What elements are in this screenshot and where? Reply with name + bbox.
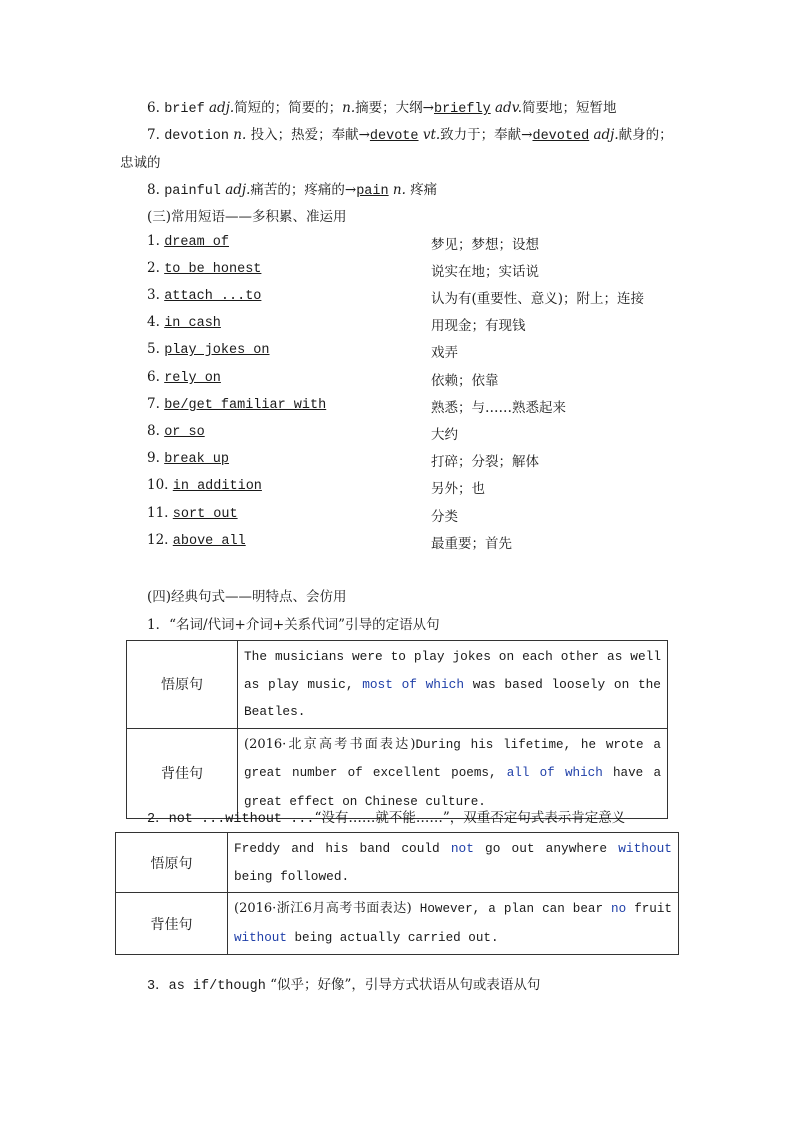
phrase-number: 11.: [147, 505, 169, 521]
item-number: 7.: [147, 127, 160, 143]
phrase-en: play jokes on: [164, 343, 270, 358]
phrase-cn: 大约: [431, 427, 458, 443]
phrase-cn: 依赖；依靠: [431, 373, 499, 389]
original-sentence: Freddy and his band could not go out anywhere without being followed.: [228, 833, 679, 893]
label-model: 背佳句: [116, 893, 228, 955]
phrase-row: [147, 287, 667, 307]
phrase-cn: 梦见；梦想；设想: [431, 237, 539, 253]
part-of-speech: n.: [392, 182, 406, 198]
part-of-speech: adj.: [225, 182, 251, 198]
part-of-speech: adj.: [593, 127, 619, 143]
phrase-en: be/get familiar with: [164, 398, 327, 413]
highlight: all of which: [506, 766, 603, 780]
label-original: 悟原句: [116, 833, 228, 893]
phrase-row: [147, 450, 667, 470]
phrase-number: 5.: [147, 341, 160, 357]
item-number: 8.: [147, 182, 160, 198]
pattern-2-table: [115, 832, 679, 955]
phrase-number: 10.: [147, 477, 169, 493]
vocab-item-8: [147, 178, 437, 199]
original-sentence: The musicians were to play jokes on each other as well as play music, most of which was based loosely on the Beatles.: [238, 641, 668, 729]
phrase-number: 12.: [147, 532, 169, 548]
phrase-en: or so: [164, 425, 205, 440]
phrase-cn: 戏弄: [431, 345, 458, 361]
pattern-3-title: 3．as if/though “似乎；好像”，引导方式状语从句或表语从句: [147, 977, 541, 994]
phrase-row: [147, 477, 667, 497]
meaning: 简要地；短暂地: [522, 100, 617, 116]
phrase-cn: 打碎；分裂；解体: [431, 454, 539, 470]
part-of-speech: adv.: [495, 100, 523, 116]
phrase-number: 8.: [147, 423, 160, 439]
phrase-en: rely on: [164, 371, 221, 386]
source-note: (2016·北京高考书面表达): [244, 736, 416, 752]
table-row: [116, 833, 679, 893]
pattern-1-table: [126, 640, 668, 819]
phrase-row: [147, 396, 667, 416]
meaning: 痛苦的；疼痛的: [250, 182, 345, 198]
highlight: without: [234, 930, 287, 945]
phrase-row: [147, 423, 667, 443]
meaning: 疼痛: [410, 182, 438, 198]
phrase-row: [147, 260, 667, 280]
section-4-heading: (四)经典句式——明特点、会仿用: [147, 589, 347, 605]
phrase-number: 1.: [147, 233, 160, 249]
part-of-speech: n.: [233, 127, 247, 143]
headword: devotion: [164, 129, 229, 144]
phrase-number: 4.: [147, 314, 160, 330]
table-row: [116, 893, 679, 955]
phrase-row: [147, 505, 667, 525]
phrase-number: 3.: [147, 287, 160, 303]
derived-word: pain: [356, 184, 389, 199]
item-number: 6.: [147, 100, 160, 116]
derived-word: devote: [369, 129, 419, 144]
table-row: [127, 728, 668, 819]
phrase-row: [147, 341, 667, 361]
phrase-row: [147, 233, 667, 253]
phrase-en: in addition: [172, 479, 262, 494]
pattern-2-title: 2．not ...without ...“没有……就不能……”，双重否定句式表示肯定意义: [147, 810, 626, 827]
meaning: 献身的；: [618, 127, 673, 143]
phrase-row: [147, 314, 667, 334]
phrase-number: 9.: [147, 450, 160, 466]
phrase-cn: 最重要；首先: [431, 536, 512, 552]
phrase-number: 7.: [147, 396, 160, 412]
meaning: 摘要；大纲: [355, 100, 423, 116]
phrase-cn: 熟悉；与……熟悉起来: [431, 400, 566, 416]
highlight: most of which: [362, 676, 465, 692]
derived-word: briefly: [433, 102, 491, 117]
model-sentence: (2016·北京高考书面表达)During his lifetime, he wrote a great number of excellent poems, all of which have a great effect on Chinese culture.: [238, 728, 668, 819]
phrase-cn: 说实在地；实话说: [431, 264, 539, 280]
phrase-en: break up: [164, 452, 229, 467]
phrase-number: 6.: [147, 369, 160, 385]
label-model: 背佳句: [127, 728, 238, 819]
arrow: →: [521, 127, 533, 143]
phrase-row: [147, 532, 667, 552]
vocab-item-6: 6. brief adj.简短的；简要的；n.摘要；大纲→briefly adv.简要地；短暂地: [147, 100, 617, 117]
phrase-en: above all: [172, 534, 246, 549]
table-row: [127, 641, 668, 729]
highlight: no: [611, 902, 627, 916]
pattern-1-title: 1．“名词/代词+介词+关系代词”引导的定语从句: [147, 617, 440, 633]
phrase-cn: 另外；也: [431, 481, 485, 497]
phrase-number: 2.: [147, 260, 160, 276]
phrase-en: dream of: [164, 235, 229, 250]
highlight: not: [450, 841, 474, 856]
meaning: 投入；热爱；奉献: [250, 127, 359, 143]
phrase-en: attach ...to: [164, 289, 262, 304]
highlight: without: [618, 841, 672, 856]
part-of-speech: vt.: [422, 127, 441, 143]
phrase-cn: 用现金；有现钱: [431, 318, 526, 334]
headword: brief: [164, 102, 205, 117]
arrow: →: [358, 127, 370, 143]
phrase-en: sort out: [172, 507, 238, 522]
vocab-item-7: [147, 123, 673, 144]
phrase-en: in cash: [164, 316, 221, 331]
headword: painful: [164, 184, 221, 199]
meaning: 简短的；简要的: [234, 100, 329, 116]
meaning: 致力于；奉献: [440, 127, 522, 143]
section-3-heading: (三)常用短语——多积累、准运用: [147, 209, 347, 225]
vocab-item-7-continuation: 忠诚的: [120, 155, 161, 171]
arrow: →: [422, 100, 434, 116]
phrase-cn: 认为有(重要性、意义)；附上；连接: [431, 291, 645, 307]
phrase-cn: 分类: [431, 509, 458, 525]
label-original: 悟原句: [127, 641, 238, 729]
derived-word: devoted: [532, 129, 590, 144]
arrow: →: [344, 182, 357, 198]
model-sentence: (2016·浙江6月高考书面表达) However, a plan can bear no fruit without being actually carried out.: [228, 893, 679, 955]
source-note: (2016·浙江6月高考书面表达): [234, 901, 412, 916]
phrase-en: to be honest: [164, 262, 262, 277]
part-of-speech: n.: [342, 100, 356, 116]
part-of-speech: adj.: [209, 100, 235, 116]
phrase-row: [147, 369, 667, 389]
